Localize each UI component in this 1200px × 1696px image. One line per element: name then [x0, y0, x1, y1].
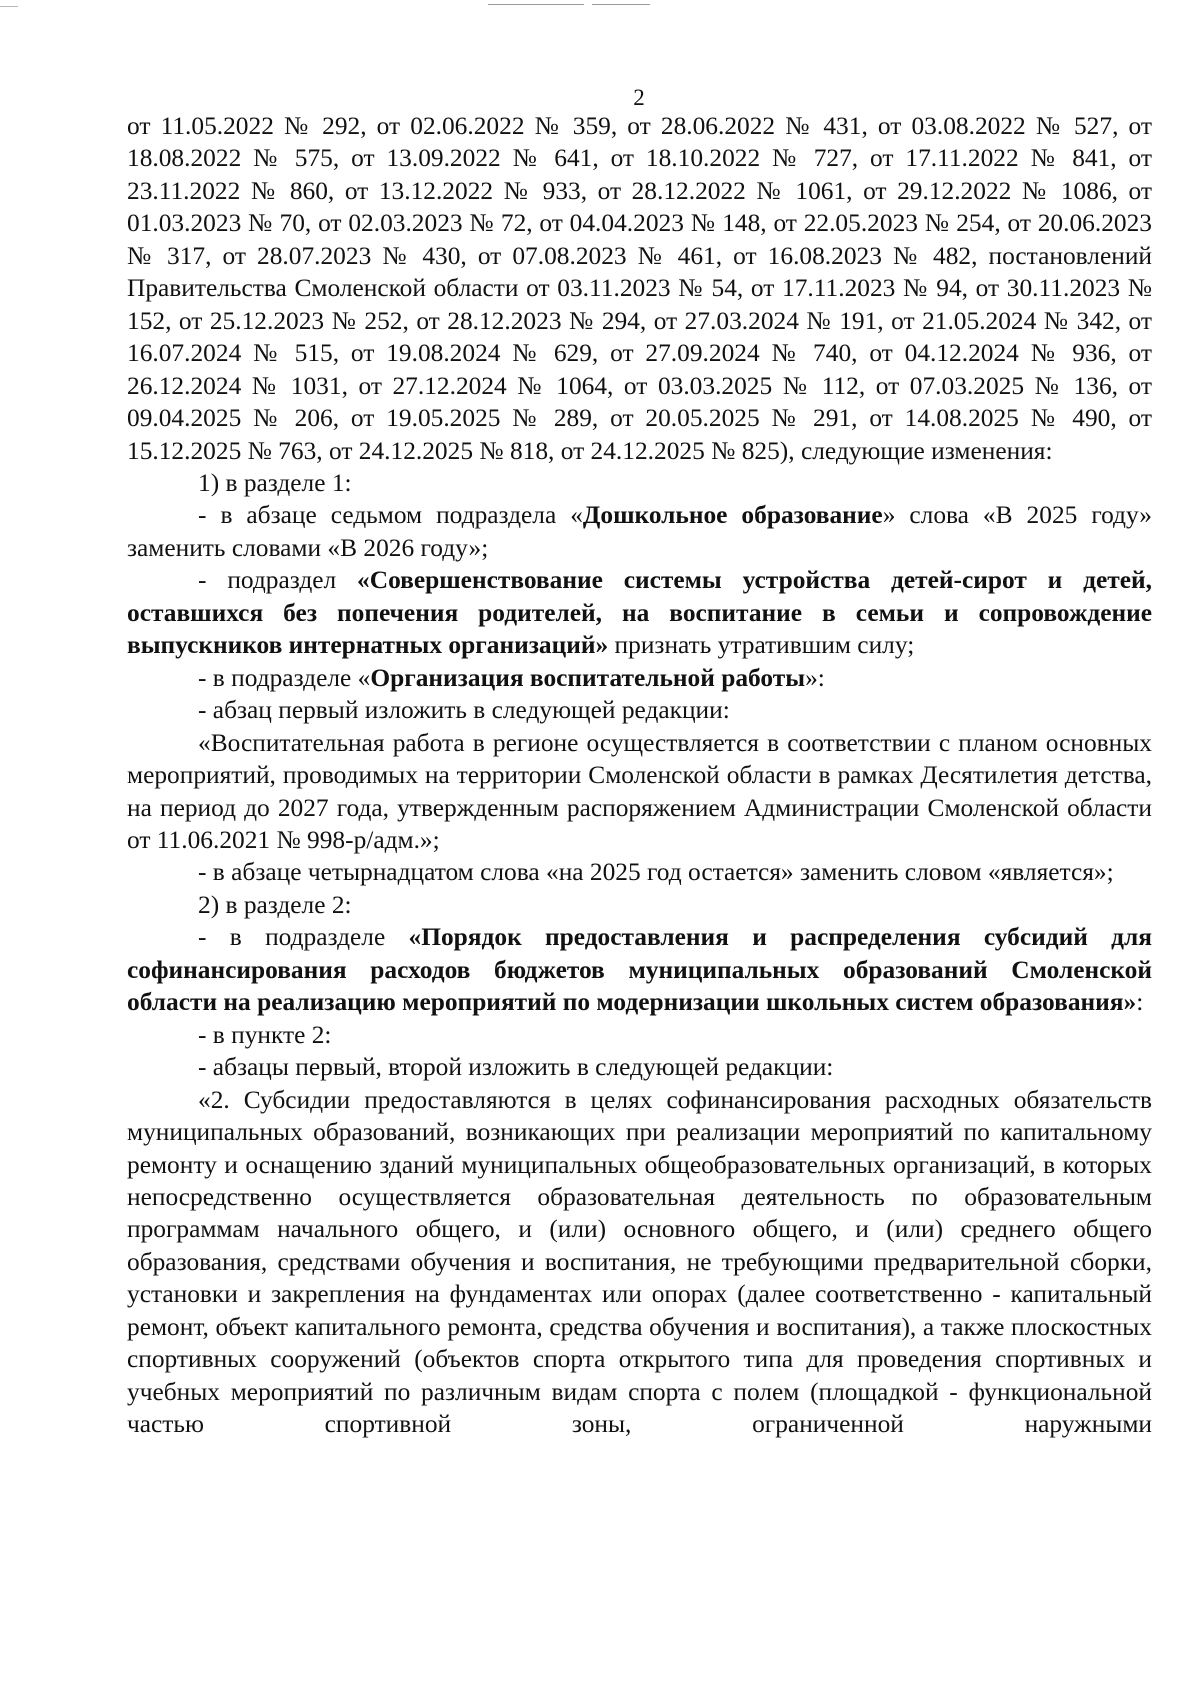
- paragraph-point-2: - в пункте 2:: [198, 1020, 332, 1049]
- paragraph-orphans-subsection: [127, 564, 1152, 661]
- paragraph-abzacy: - абзацы первый, второй изложить в следующей редакции:: [198, 1053, 834, 1082]
- paragraph-new-wording-quote: «Воспитательная работа в регионе осуществляется в соответствии с планом основных мероприятий, проводимых на территории Смоленской области в рамках Десятилетия детства, на период до 2027 года, утвержденным распоряжением Администрации Смоленской области от 11.06.2021 № 998-р/адм.»;: [127, 728, 1152, 854]
- bold-subsection-title: «Совершенствование системы устройства детей-сирот и детей, оставшихся без попечения родителей, на воспитание в семьи и сопровождение выпускников интернатных организаций»: [127, 566, 1152, 660]
- paragraph-fourteenth-abzac: - в абзаце четырнадцатом слова «на 2025 год остается» заменить словом «является»;: [198, 858, 1114, 887]
- page-number: 2: [633, 85, 645, 110]
- paragraph-subsidy-procedure: [127, 921, 1152, 1018]
- scan-edge-mark: [0, 6, 18, 7]
- text-span: - в абзаце седьмом подраздела «: [198, 501, 583, 530]
- text-span: :: [1136, 988, 1144, 1017]
- scan-edge-mark: [592, 4, 650, 5]
- text-span: »:: [805, 663, 825, 692]
- text-span: признать утратившим силу;: [608, 631, 915, 660]
- document-body: [127, 110, 1152, 1441]
- section-2-heading: 2) в разделе 2:: [198, 890, 352, 919]
- intro-paragraph: от 11.05.2022 № 292, от 02.06.2022 № 359, от 28.06.2022 № 431, от 03.08.2022 № 527, от 18.08.2022 № 575, от 13.09.2022 № 641, от 18.10.2022 № 727, от 17.11.2022 № 841, от 23.11.2022 № 860, от 13.12.2022 № 933, от 28.12.2022 № 1061, от 29.12.2022 № 1086, от 01.03.2023 № 70, от 02.03.2023 № 72, от 04.04.2023 № 148, от 22.05.2023 № 254, от 20.06.2023 № 317, от 28.07.2023 № 430, от 07.08.2023 № 461, от 16.08.2023 № 482, постановлений Правительства Смоленской области от 03.11.2023 № 54, от 17.11.2023 № 94, от 30.11.2023 № 152, от 25.12.2023 № 252, от 28.12.2023 № 294, от 27.03.2024 № 191, от 21.05.2024 № 342, от 16.07.2024 № 515, от 19.08.2024 № 629, от 27.09.2024 № 740, от 04.12.2024 № 936, от 26.12.2024 № 1031, от 27.12.2024 № 1064, от 03.03.2025 № 112, от 07.03.2025 № 136, от 09.04.2025 № 206, от 19.05.2025 № 289, от 20.05.2025 № 291, от 14.08.2025 № 490, от 15.12.2025 № 763, от 24.12.2025 № 818, от 24.12.2025 № 825), следующие изменения:: [127, 112, 1152, 465]
- paragraph-educational-work: [127, 662, 1152, 694]
- paragraph-preschool-edu: [127, 499, 1152, 564]
- bold-subsection-title: Организация воспитательной работы: [370, 663, 806, 692]
- text-span: » слова «В 2025 году» заменить словами «В 2026 году»;: [127, 501, 1153, 562]
- bold-subsection-title: Дошкольное образование: [582, 501, 883, 530]
- text-span: - подраздел: [198, 566, 358, 595]
- bold-subsection-title: «Порядок предоставления и распределения субсидий для софинансирования расходов бюджетов муниципальных образований Смоленской области на реализацию мероприятий по модернизации школьных систем образования»: [127, 923, 1153, 1017]
- paragraph-subsidy-text: «2. Субсидии предоставляются в целях софинансирования расходных обязательств муниципальных образований, возникающих при реализации мероприятий по капитальному ремонту и оснащению зданий муниципальных общеобразовательных организаций, в которых непосредственно осуществляется образовательная деятельность по образовательным программам начального общего, и (или) основного общего, и (или) среднего общего образования, средствами обучения и воспитания, не требующими предварительной сборки, установки и закрепления на фундаментах или опорах (далее соответственно - капитальный ремонт, объект капитального ремонта, средства обучения и воспитания), а также плоскостных спортивных сооружений (объектов спорта открытого типа для проведения спортивных и учебных мероприятий по различным видам спорта с полем (площадкой - функциональной частью спортивной зоны, ограниченной наружными: [127, 1085, 1152, 1439]
- text-span: - в подразделе: [198, 923, 409, 952]
- scan-edge-mark: [488, 4, 584, 5]
- text-span: - в подразделе «: [198, 663, 371, 692]
- section-1-heading: 1) в разделе 1:: [198, 468, 352, 497]
- paragraph-first-abzac: - абзац первый изложить в следующей редакции:: [198, 696, 730, 725]
